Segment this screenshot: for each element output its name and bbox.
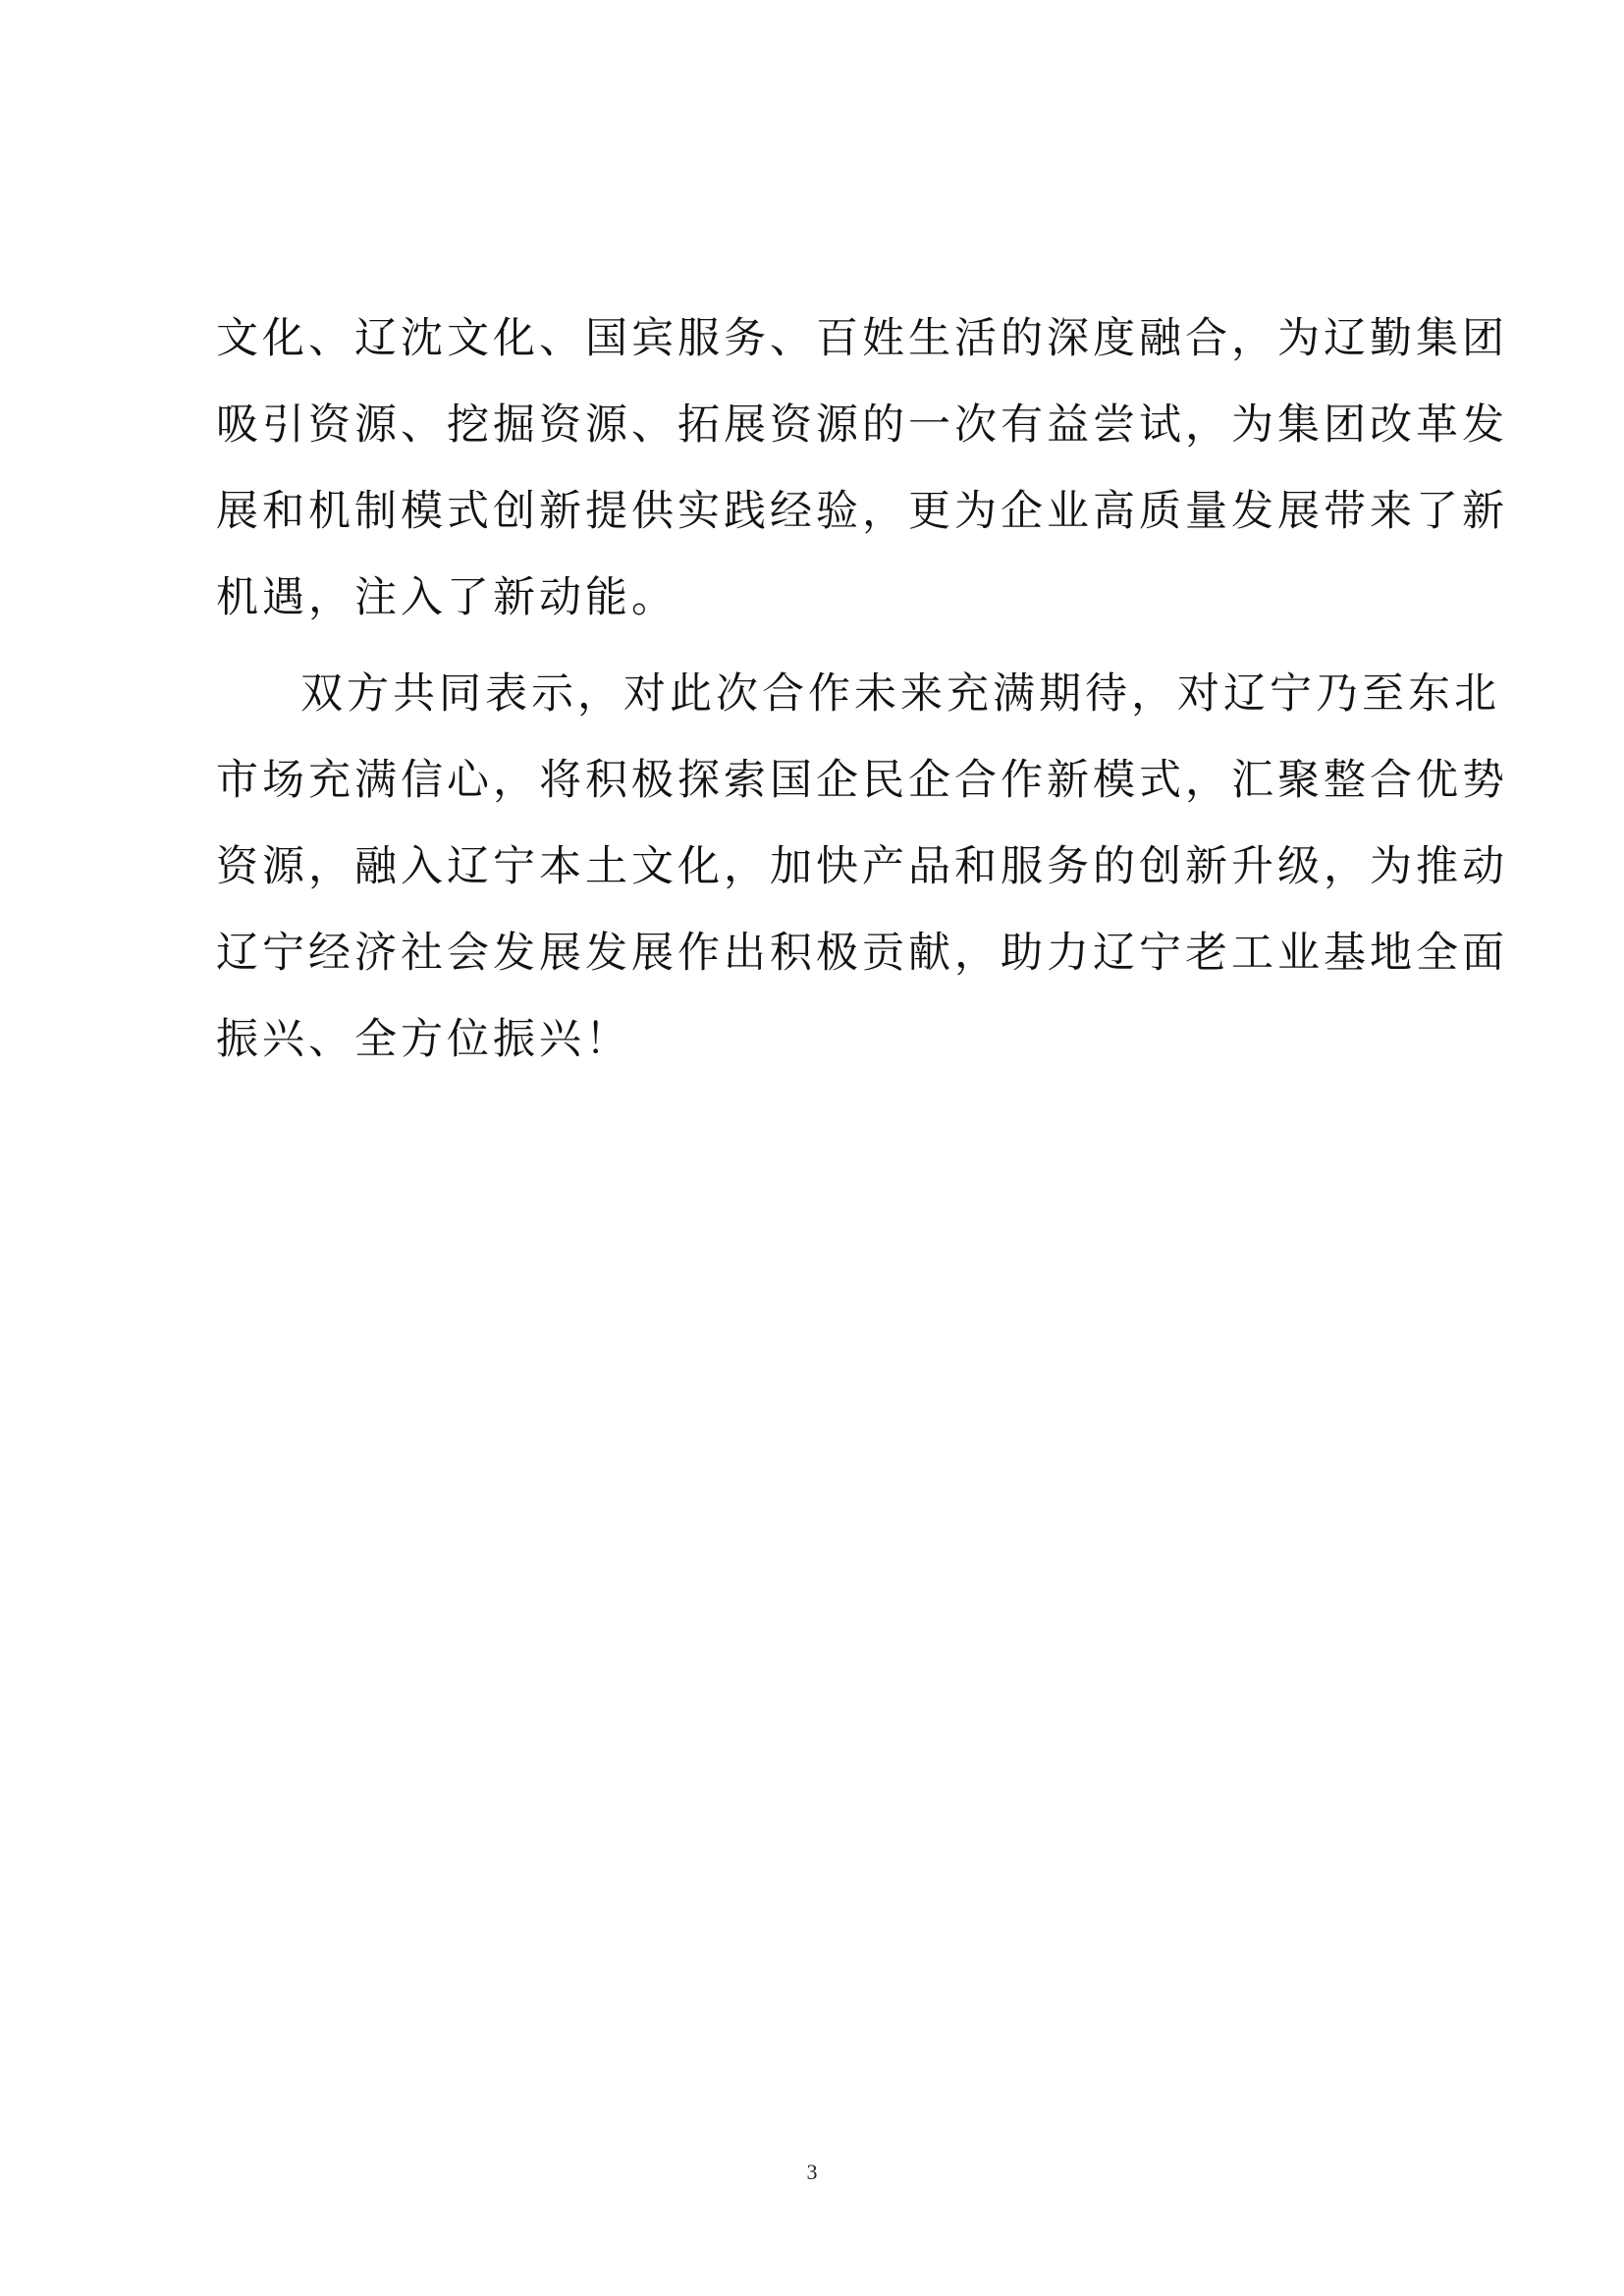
- paragraph-1-line-3: 展和机制模式创新提供实践经验，更为企业高质量发展带来了新: [216, 487, 1508, 536]
- paragraph-2-line-3: 资源，融入辽宁本土文化，加快产品和服务的创新升级，为推动: [216, 842, 1508, 891]
- paragraph-2-line-5: 振兴、全方位振兴！: [216, 1015, 631, 1064]
- paragraph-2-line-1: 双方共同表示，对此次合作未来充满期待，对辽宁乃至东北: [300, 669, 1500, 719]
- paragraph-1-line-1: 文化、辽沈文化、国宾服务、百姓生活的深度融合，为辽勤集团: [216, 314, 1508, 363]
- paragraph-2-line-4: 辽宁经济社会发展发展作出积极贡献，助力辽宁老工业基地全面: [216, 929, 1508, 978]
- page-number: 3: [806, 2160, 818, 2184]
- paragraph-2-line-2: 市场充满信心，将积极探索国企民企合作新模式，汇聚整合优势: [216, 756, 1508, 805]
- paragraph-1-line-4: 机遇，注入了新动能。: [216, 573, 677, 622]
- paragraph-1-line-2: 吸引资源、挖掘资源、拓展资源的一次有益尝试，为集团改革发: [216, 400, 1508, 450]
